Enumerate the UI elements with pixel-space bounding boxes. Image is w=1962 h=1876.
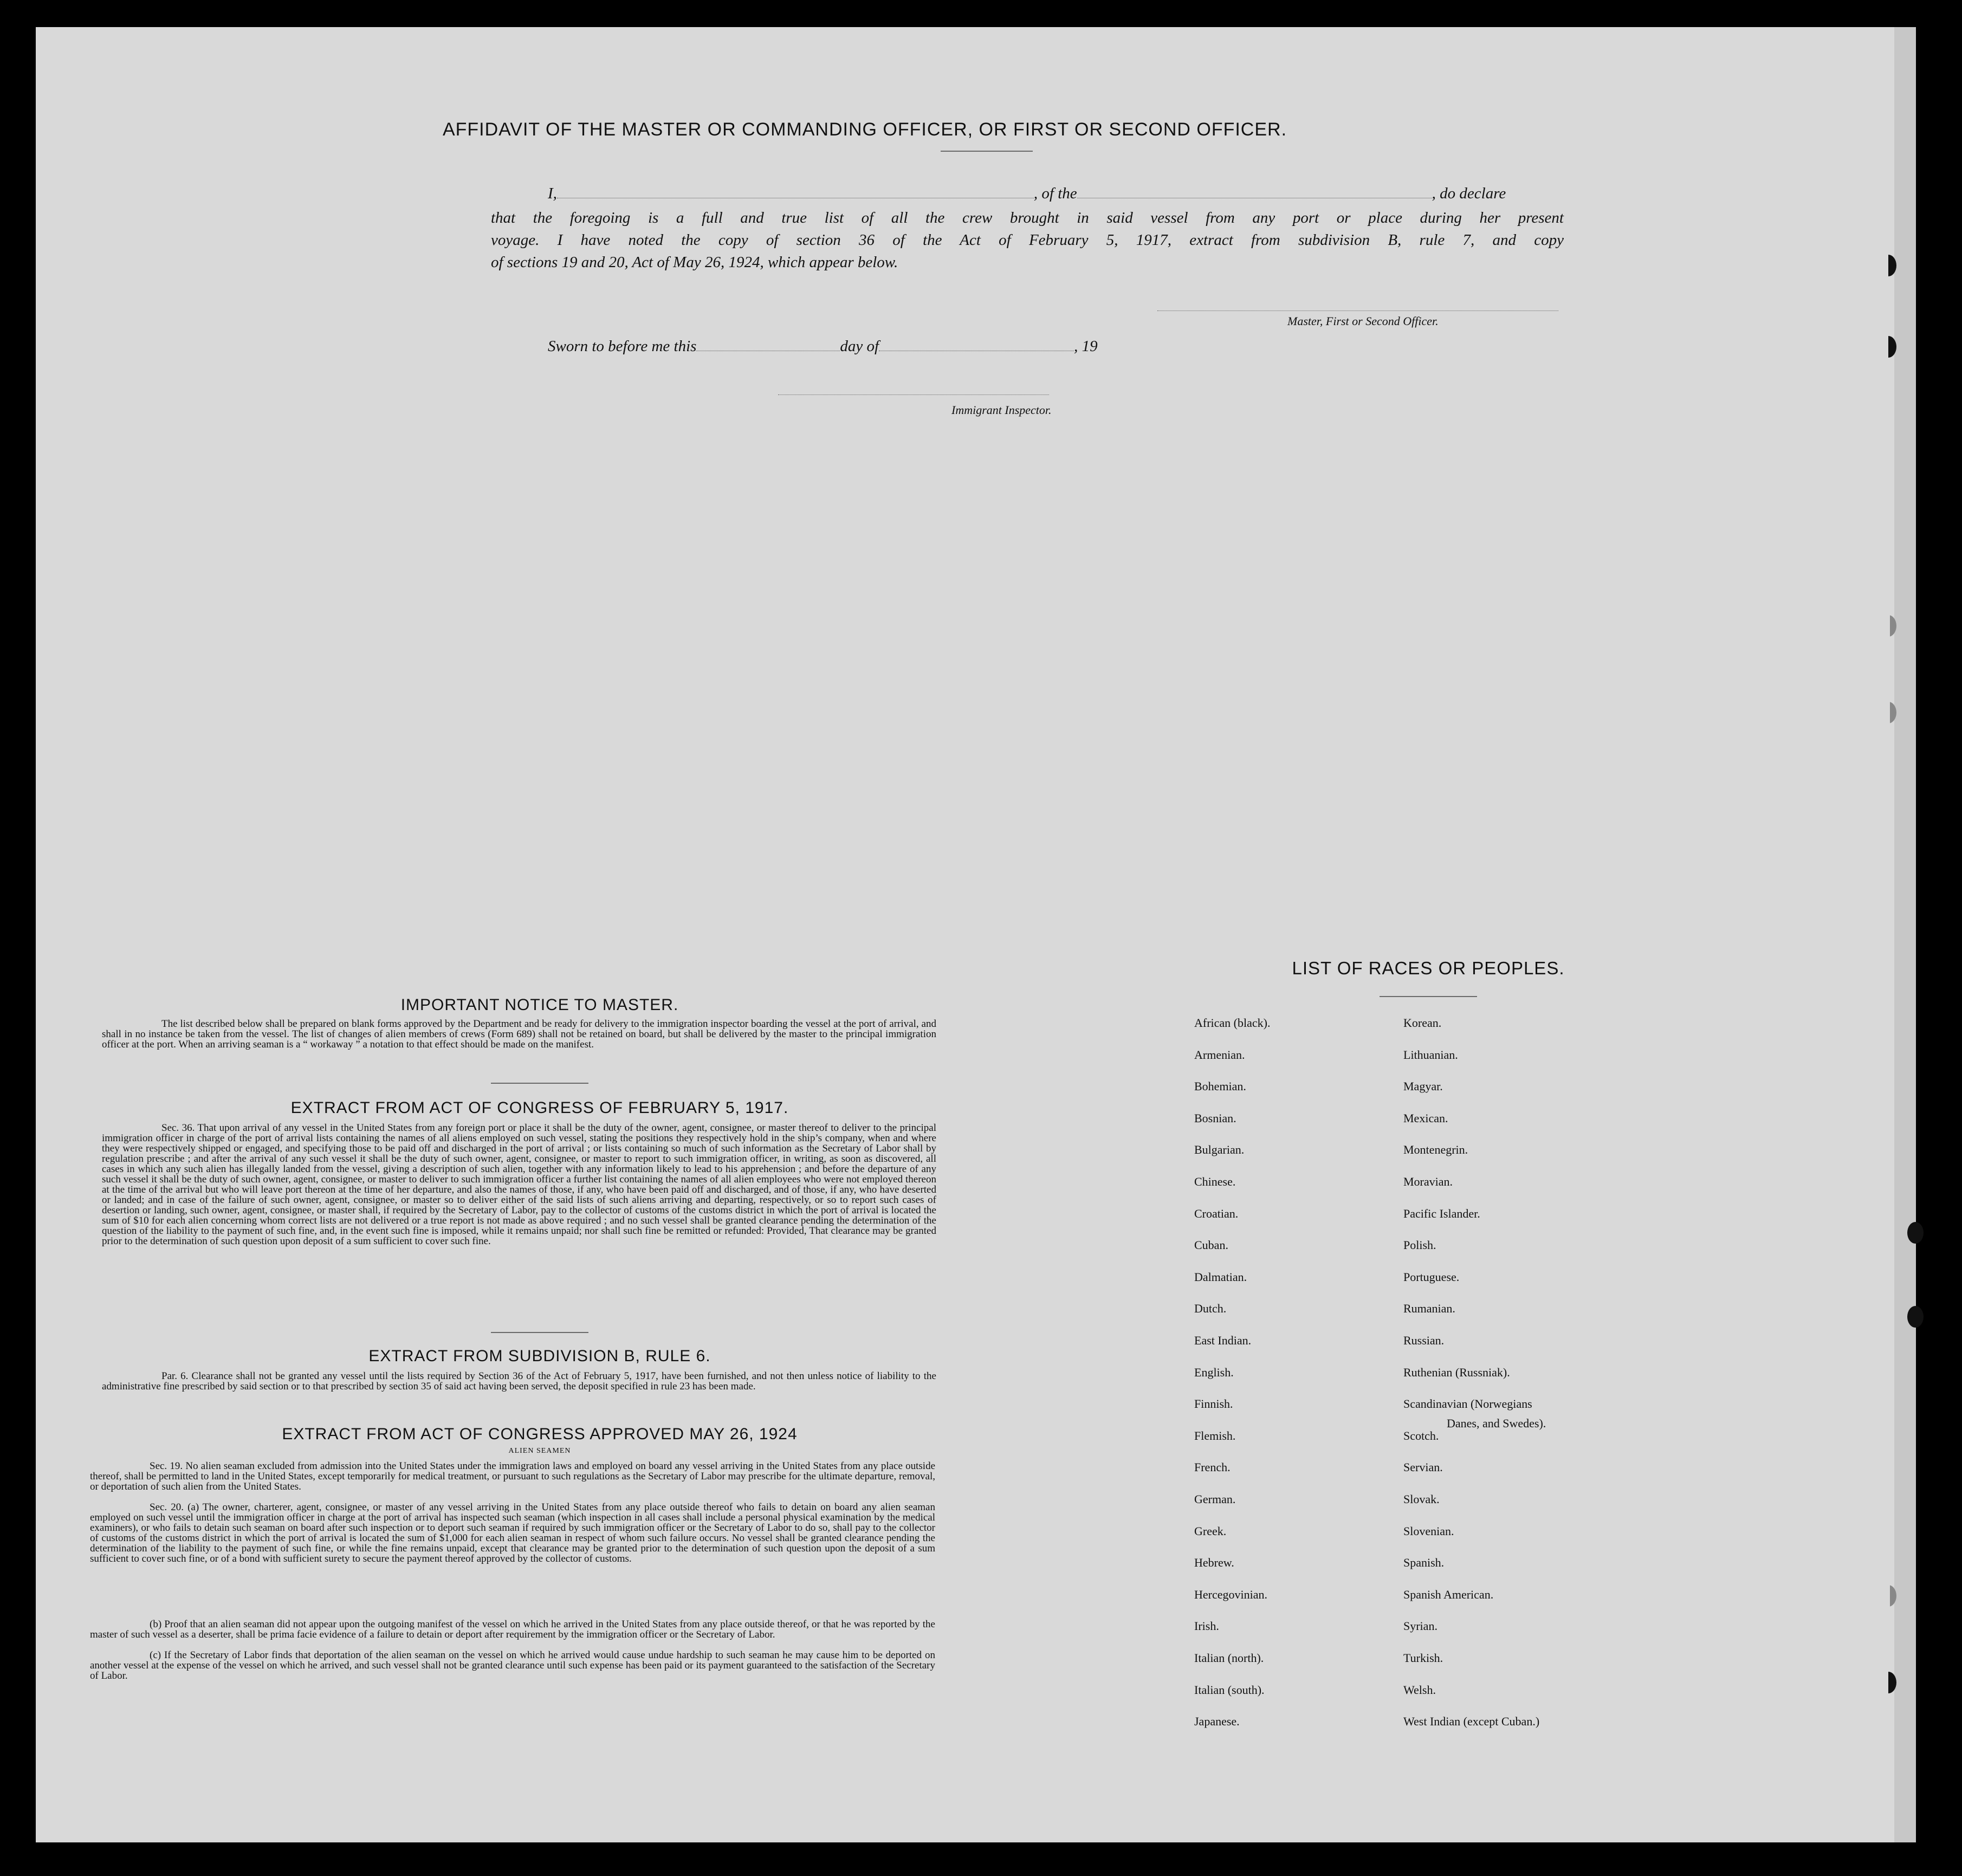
document-page bbox=[36, 27, 1916, 1842]
affidavit-line-4: of sections 19 and 20, Act of May 26, 1924, which appear below. bbox=[491, 254, 898, 271]
race-item: Dalmatian. bbox=[1194, 1270, 1247, 1284]
binder-hole bbox=[1880, 1585, 1896, 1607]
race-item: Korean. bbox=[1403, 1016, 1442, 1030]
race-item: Armenian. bbox=[1194, 1048, 1245, 1062]
race-right-continuation: Danes, and Swedes). bbox=[1447, 1416, 1546, 1430]
race-item: Slovak. bbox=[1403, 1492, 1440, 1506]
race-item: Syrian. bbox=[1403, 1619, 1437, 1633]
binder-hole bbox=[1880, 615, 1896, 637]
race-item: Slovenian. bbox=[1403, 1524, 1454, 1538]
race-item: Hercegovinian. bbox=[1194, 1588, 1267, 1601]
title-rule bbox=[941, 151, 1033, 152]
race-item: Pacific Islander. bbox=[1403, 1207, 1480, 1220]
race-item: Spanish. bbox=[1403, 1556, 1445, 1569]
race-item: Japanese. bbox=[1194, 1715, 1240, 1728]
notice-body: The list described below shall be prepared on blank forms approved by the Department and be ready for delivery to the immigration inspector boarding the vessel at the port of arrival, and shall in no instance be taken from the vessel. The list of changes of alien members of crews (Form 689) shall not be retained on board, but shall be delivered by the master to the principal immigration officer at the port. When an arriving seaman is a “ workaway ” a notation to that effect should be made on the manifest. bbox=[102, 1018, 936, 1050]
races-title: LIST OF RACES OR PEOPLES. bbox=[1292, 958, 1565, 978]
affidavit-line-3: voyage. I have noted the copy of section 36 of the Act of February 5, 1917, extract from subdivision B, rule 7, and copy bbox=[491, 231, 1564, 249]
inspector-caption: Immigrant Inspector. bbox=[951, 403, 1052, 417]
race-item: French. bbox=[1194, 1460, 1231, 1474]
race-item: Greek. bbox=[1194, 1524, 1227, 1538]
affidavit-declare: , do declare bbox=[1432, 185, 1506, 202]
race-item: African (black). bbox=[1194, 1016, 1271, 1030]
extract-1917-rule bbox=[491, 1332, 588, 1333]
race-item: Servian. bbox=[1403, 1460, 1443, 1474]
race-item: Scandinavian (Norwegians bbox=[1403, 1397, 1532, 1411]
race-item: Rumanian. bbox=[1403, 1302, 1455, 1315]
extract-rule-title: EXTRACT FROM SUBDIVISION B, RULE 6. bbox=[368, 1347, 711, 1365]
sec-19-body: Sec. 19. No alien seaman excluded from admission into the United States under the immigration laws and employed on board any vessel arriving in the United States from any place outside thereof, shall be permitted to land in the United States, except temporarily for medical treatment, or pursuant to such regulations as the Secretary of Labor may prescribe for the ultimate departure, removal, or deportation of such alien from the United States. bbox=[90, 1460, 935, 1492]
race-item: Turkish. bbox=[1403, 1651, 1443, 1665]
race-item: Magyar. bbox=[1403, 1079, 1443, 1093]
races-rule bbox=[1380, 996, 1477, 997]
sworn-dayof: day of bbox=[840, 338, 879, 355]
race-item: Finnish. bbox=[1194, 1397, 1233, 1411]
race-item: Mexican. bbox=[1403, 1111, 1448, 1125]
race-item: English. bbox=[1194, 1366, 1234, 1379]
race-item: Scotch. bbox=[1403, 1429, 1439, 1442]
race-item: Italian (south). bbox=[1194, 1683, 1265, 1697]
race-item: Russian. bbox=[1403, 1334, 1445, 1347]
race-item: Spanish American. bbox=[1403, 1588, 1494, 1601]
race-item: Montenegrin. bbox=[1403, 1143, 1468, 1156]
extract-1917-title: EXTRACT FROM ACT OF CONGRESS OF FEBRUARY 5, 1917. bbox=[290, 1099, 789, 1117]
alien-seamen-subtitle: ALIEN SEAMEN bbox=[508, 1447, 571, 1455]
race-item: Irish. bbox=[1194, 1619, 1219, 1633]
binder-hole bbox=[1880, 255, 1896, 276]
binder-hole bbox=[1907, 1222, 1924, 1244]
race-item: Welsh. bbox=[1403, 1683, 1436, 1697]
binder-hole bbox=[1907, 1306, 1924, 1328]
race-item: Hebrew. bbox=[1194, 1556, 1234, 1569]
sworn-line bbox=[548, 335, 1252, 358]
extract-1924-title: EXTRACT FROM ACT OF CONGRESS APPROVED MAY 26, 1924 bbox=[282, 1425, 798, 1443]
race-item: Moravian. bbox=[1403, 1175, 1453, 1188]
race-item: East Indian. bbox=[1194, 1334, 1252, 1347]
master-caption: Master, First or Second Officer. bbox=[1287, 314, 1439, 328]
race-item: Dutch. bbox=[1194, 1302, 1227, 1315]
race-item: Lithuanian. bbox=[1403, 1048, 1458, 1062]
sec-20a-body: Sec. 20. (a) The owner, charterer, agent, consignee, or master of any vessel arriving in the United States from any place outside thereof who fails to detain on board any alien seaman employed on such vessel until the immigration officer in charge at the port of arrival has inspected such seaman (which inspection in all cases shall include a personal physical examination by the medical examiners), or who fails to detain such seaman on board after such inspection or to deport such seaman if required by such immigration officer or the Secretary of Labor to do so, shall pay to the collector of customs of the customs district in which the port of arrival is located the sum of $1,000 for each alien seaman in respect of whom such failure occurs. No vessel shall be granted clearance pending the determination of the liability to the payment of such fine, or while the fine remains unpaid, except that clearance may be granted prior to the determination of such question upon the deposit of a sum sufficient to cover such fine, or of a bond with sufficient surety to secure the payment thereof approved by the collector of customs. bbox=[90, 1502, 935, 1564]
race-item: Ruthenian (Russniak). bbox=[1403, 1366, 1510, 1379]
race-item: German. bbox=[1194, 1492, 1236, 1506]
inspector-signature-line[interactable] bbox=[778, 394, 1049, 395]
sworn-text: Sworn to before me this bbox=[548, 338, 697, 355]
race-item: Cuban. bbox=[1194, 1238, 1228, 1252]
sec-20b-body: (b) Proof that an alien seaman did not appear upon the outgoing manifest of the vessel on which he arrived in the United States from any place outside thereof, or that he was reported by the master of such vessel as a deserter, shall be prima facie evidence of a failure to detain or deport after requirement by the immigration officer or the Secretary of Labor. bbox=[90, 1619, 935, 1640]
affidavit-i: I, bbox=[548, 185, 557, 202]
sworn-year: , 19 bbox=[1074, 338, 1098, 355]
notice-title: IMPORTANT NOTICE TO MASTER. bbox=[400, 996, 679, 1014]
sec-20c-body: (c) If the Secretary of Labor finds that deportation of the alien seaman on the vessel on which he arrived would cause undue hardship to such seaman he may cause him to be deported on another vessel at the expense of the vessel on which he arrived, and such vessel shall not be granted clearance until such expense has been paid or its payment guaranteed to the satisfaction of the Secretary of Labor. bbox=[90, 1649, 935, 1681]
race-item: Portuguese. bbox=[1403, 1270, 1460, 1284]
race-item: Flemish. bbox=[1194, 1429, 1236, 1442]
binder-hole bbox=[1880, 336, 1896, 358]
race-item: Croatian. bbox=[1194, 1207, 1239, 1220]
binder-hole bbox=[1880, 1672, 1896, 1693]
affidavit-line-1 bbox=[491, 182, 1564, 205]
race-item: Polish. bbox=[1403, 1238, 1436, 1252]
page-edge bbox=[1894, 27, 1916, 1842]
race-item: Chinese. bbox=[1194, 1175, 1236, 1188]
binder-hole bbox=[1880, 702, 1896, 723]
extract-1917-body: Sec. 36. That upon arrival of any vessel in the United States from any foreign port or place it shall be the duty of the owner, agent, consignee, or master thereof to deliver to the principal immigration officer in charge of the port of arrival lists containing the names of all aliens employed on such vessel, stating the positions they respectively hold in the ship’s company, when and where they were respectively shipped or engaged, and specifying those to be paid off and discharged in the port of arrival ; or lists containing so much of such information as the Secretary of Labor shall by regulation prescribe ; and after the arrival of any such vessel it shall be the duty of such owner, agent, consignee, or master to report to such immigration officer, in writing, as soon as discovered, all cases in which any such alien has illegally landed from the vessel, giving a description of such alien, together with any information likely to lead to his apprehension ; and before the departure of any such vessel it shall be the duty of such owner, agent, consignee, or master to deliver to such immigration officer a further list containing the names of all alien employees who were not employed thereon at the time of the arrival but who will leave port thereon at the time of her departure, and also the names of those, if any, who have been paid off and discharged, and of those, if any, who have deserted or landed; and in case of the failure of such owner, agent, consignee, or master so to deliver either of the said lists of such aliens arriving and departing, respectively, or so to report such cases of desertion or landing, such owner, agent, consignee, or master shall, if required by the Secretary of Labor, pay to the collector of customs of the customs district in which the port of arrival is located the sum of $10 for each alien concerning whom correct lists are not delivered or a true report is not made as above required ; and no such vessel shall be granted clearance pending the determination of the question of the liability to the payment of such fine, and, in the event such fine is imposed, while it remains unpaid; nor shall such fine be remitted or refunded: Provided, That clearance may be granted prior to the determination of such question upon deposit of a sum sufficient to cover such fine. bbox=[102, 1122, 936, 1247]
race-item: Bohemian. bbox=[1194, 1079, 1246, 1093]
race-item: Bulgarian. bbox=[1194, 1143, 1245, 1156]
extract-rule-body: Par. 6. Clearance shall not be granted any vessel until the lists required by Section 36 of the Act of February 5, 1917, have been furnished, and not then unless notice of liability to the administrative fine prescribed by said section or to that prescribed by section 35 of said act having been served, the deposit specified in rule 23 has been made. bbox=[102, 1370, 936, 1392]
notice-rule bbox=[491, 1083, 588, 1084]
affidavit-title: AFFIDAVIT OF THE MASTER OR COMMANDING OFFICER, OR FIRST OR SECOND OFFICER. bbox=[442, 119, 1287, 140]
master-signature-line[interactable] bbox=[1157, 310, 1558, 311]
race-item: Bosnian. bbox=[1194, 1111, 1236, 1125]
affidavit-of-the: , of the bbox=[1033, 185, 1077, 202]
race-item: Italian (north). bbox=[1194, 1651, 1264, 1665]
affidavit-line-2: that the foregoing is a full and true list of all the crew brought in said vessel from any port or place during her present bbox=[491, 209, 1564, 227]
race-item: West Indian (except Cuban.) bbox=[1403, 1715, 1540, 1728]
